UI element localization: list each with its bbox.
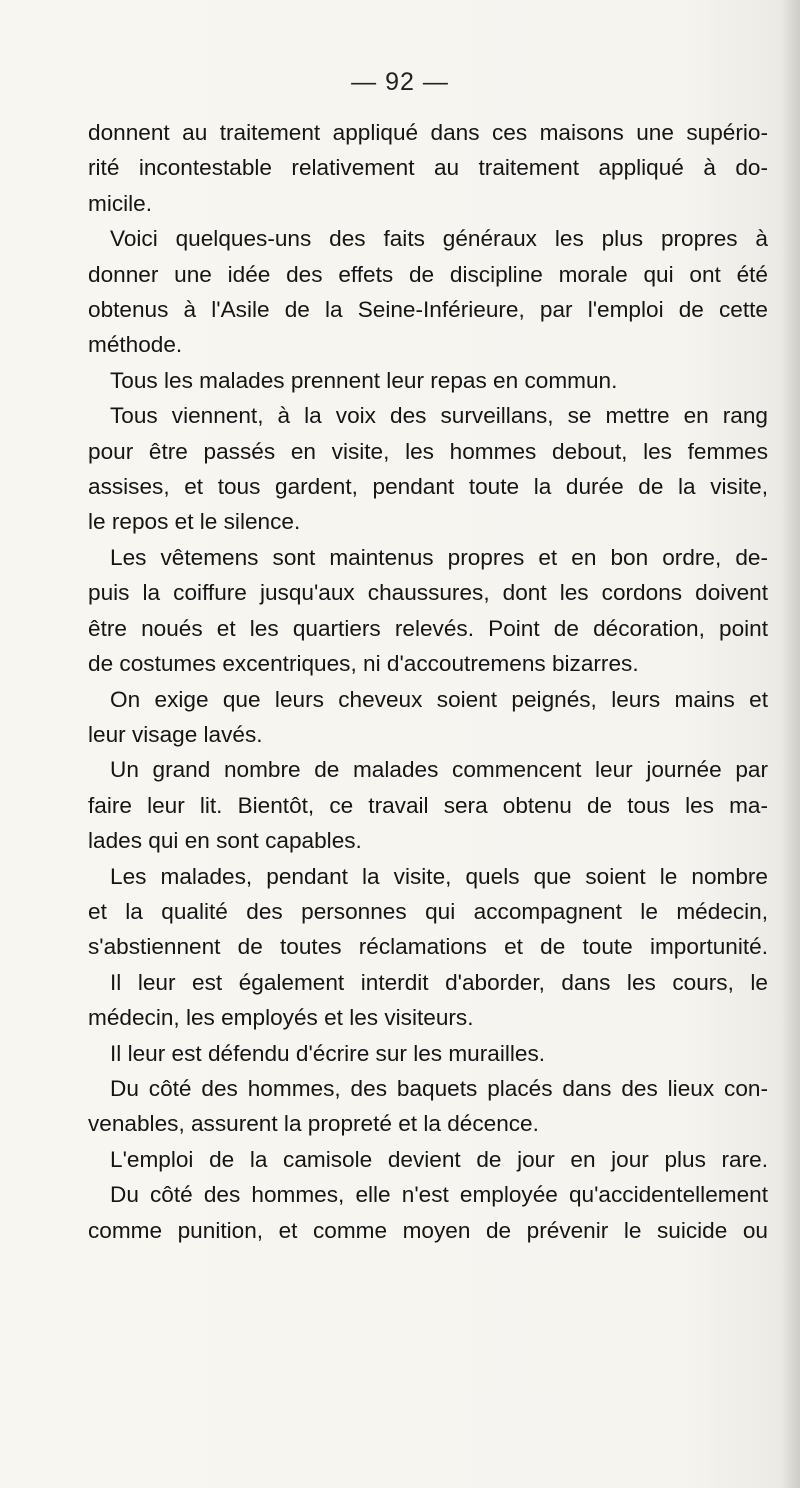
text-line: Tous viennent, à la voix des surveillans, se mettre en rang <box>110 403 768 429</box>
text-line: donnent au traitement appliqué dans ces maisons une supério- <box>88 120 768 145</box>
text-line: Voici quelques-uns des faits généraux les plus propres à <box>110 226 768 252</box>
text-line: être noués et les quartiers relevés. Point de décoration, point <box>88 615 768 641</box>
text-line: rité incontestable relativement au traitement appliqué à do- <box>88 155 768 181</box>
text-line: s'abstiennent de toutes réclamations et de toute importunité. <box>88 934 768 960</box>
text-line: pour être passés en visite, les hommes debout, les femmes <box>88 438 768 464</box>
text-line: Du côté des hommes, elle n'est employée qu'accidentellement <box>110 1182 768 1208</box>
text-line: Il leur est également interdit d'aborder, dans les cours, le <box>110 969 768 995</box>
text-line: méthode. <box>88 332 183 358</box>
text-line: Les vêtemens sont maintenus propres et en bon ordre, de- <box>110 544 768 570</box>
text-line: assises, et tous gardent, pendant toute la durée de la visite, <box>88 474 768 500</box>
text-line: donner une idée des effets de discipline morale qui ont été <box>88 261 768 287</box>
text-line: Les malades, pendant la visite, quels que soient le nombre <box>110 863 768 889</box>
text-line: L'emploi de la camisole devient de jour en jour plus rare. <box>110 1146 768 1172</box>
body-text <box>88 115 768 1248</box>
page-number: — 92 — <box>351 68 449 96</box>
text-line: obtenus à l'Asile de la Seine-Inférieure, par l'emploi de cette <box>88 297 768 323</box>
text-line: faire leur lit. Bientôt, ce travail sera obtenu de tous les ma- <box>88 792 768 818</box>
text-line: médecin, les employés et les visiteurs. <box>88 1005 474 1031</box>
text-line: Tous les malades prennent leur repas en commun. <box>110 367 618 393</box>
text-line: lades qui en sont capables. <box>88 828 362 854</box>
text-line: venables, assurent la propreté et la décence. <box>88 1111 539 1137</box>
text-line: puis la coiffure jusqu'aux chaussures, dont les cordons doivent <box>88 580 768 606</box>
text-line: comme punition, et comme moyen de prévenir le suicide ou <box>88 1217 768 1243</box>
text-line: et la qualité des personnes qui accompagnent le médecin, <box>88 898 768 924</box>
text-line: Il leur est défendu d'écrire sur les murailles. <box>110 1040 546 1066</box>
text-line: On exige que leurs cheveux soient peignés, leurs mains et <box>110 686 768 712</box>
text-line: micile. <box>88 190 153 216</box>
text-line: le repos et le silence. <box>88 509 301 535</box>
text-line: leur visage lavés. <box>88 721 263 747</box>
text-line: Du côté des hommes, des baquets placés dans des lieux con- <box>110 1075 768 1101</box>
text-line: Un grand nombre de malades commencent leur journée par <box>110 757 768 783</box>
text-line: de costumes excentriques, ni d'accoutremens bizarres. <box>88 651 639 677</box>
page-edge-shadow <box>782 0 800 1488</box>
